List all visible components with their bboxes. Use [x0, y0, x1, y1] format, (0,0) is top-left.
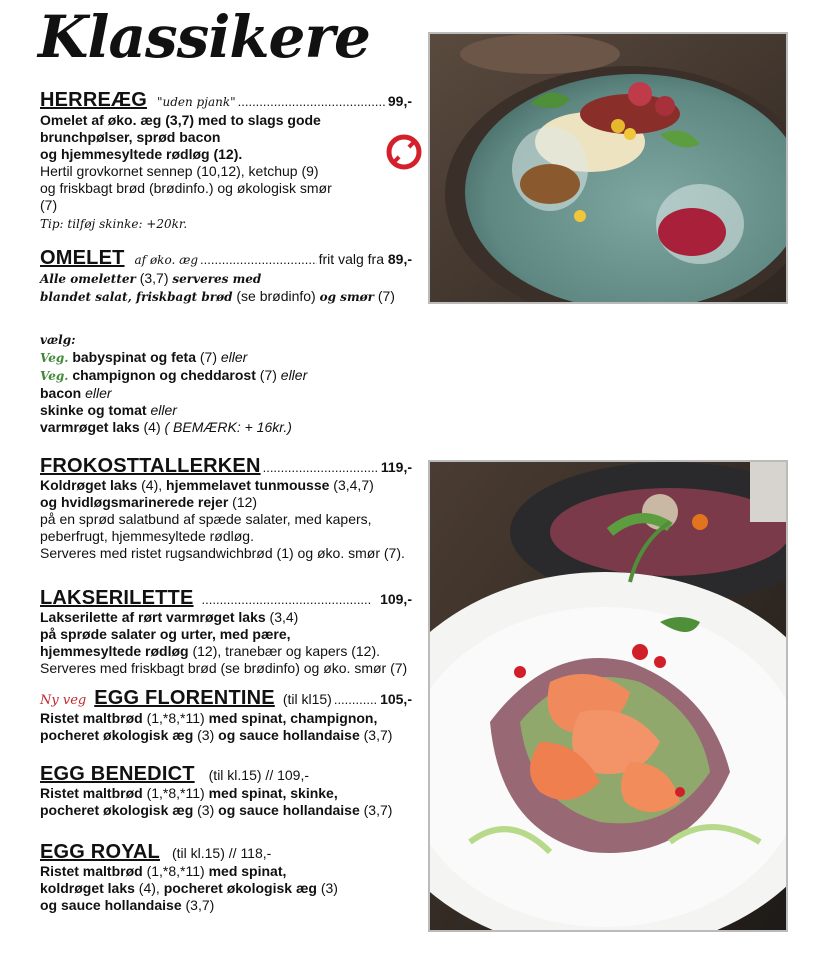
desc-line: på sprøde salater og urter, med pære,	[40, 626, 291, 642]
desc-line: (7)	[40, 197, 58, 213]
item-name: EGG FLORENTINE	[94, 687, 275, 709]
desc-text: (12)	[228, 494, 258, 510]
desc-text: (7)	[196, 349, 221, 365]
dish-image	[430, 34, 786, 302]
desc-line: Serveres med ristet rugsandwichbrød (1) og øko. smør (7).	[40, 545, 405, 561]
desc-line: og hjemmesyltede rødløg (12).	[40, 146, 243, 162]
desc-line: på en sprød salatbund af spæde salater, med kapers,	[40, 511, 372, 527]
option-name: bacon	[40, 385, 82, 401]
item-name: OMELET	[40, 247, 125, 269]
desc-text: (3)	[193, 802, 219, 818]
option-name: champignon og cheddarost	[72, 367, 256, 383]
item-tag: af øko. æg	[134, 253, 199, 267]
desc-line: Hertil grovkornet sennep (10,12), ketchup (9)	[40, 163, 319, 179]
item-note: (til kl.15) // 109,-	[208, 767, 310, 783]
desc-bold: hjemmesyltede rødløg	[40, 643, 189, 659]
item-name: EGG ROYAL	[40, 841, 160, 863]
desc-bold: pocheret økologisk æg	[40, 802, 194, 818]
desc-bold: Ristet maltbrød	[40, 863, 143, 879]
desc-bold: Ristet maltbrød	[40, 785, 143, 801]
leader-dots	[200, 251, 317, 268]
script-text: serveres med	[172, 272, 262, 286]
desc-bold: hjemmelavet tunmousse	[166, 477, 330, 493]
desc-text: (12), tranebær og kapers (12).	[188, 643, 381, 659]
desc-bold: og hvidløgsmarinerede rejer	[40, 494, 229, 510]
desc-text: (3)	[193, 727, 219, 743]
leader-dots	[238, 93, 386, 110]
desc-line: og friskbagt brød (brødinfo.) og økologisk smør	[40, 180, 332, 196]
desc-text: (3,7)	[135, 270, 173, 286]
desc-text: eller	[280, 367, 308, 383]
item-note: (til kl15)	[282, 691, 332, 707]
desc-text: (3,7)	[359, 727, 393, 743]
desc-text: ( BEMÆRK: + 16kr.)	[164, 419, 292, 435]
option-name: babyspinat og feta	[72, 349, 196, 365]
menu-item-herreaeg	[40, 89, 412, 233]
desc-line: Serveres med friskbagt brød (se brødinfo) og øko. smør (7)	[40, 660, 408, 676]
desc-text: (3)	[316, 880, 338, 896]
leader-dots	[263, 459, 379, 476]
desc-text: (7)	[255, 367, 281, 383]
item-note: (til kl.15) // 118,-	[171, 845, 272, 861]
tip-text: Tip: tilføj skinke: +20kr.	[40, 217, 188, 231]
desc-bold: Koldrøget laks	[40, 477, 138, 493]
herreaeg-photo	[428, 32, 788, 304]
desc-text: (4),	[134, 880, 164, 896]
menu-item-egg-benedict	[40, 763, 412, 819]
desc-text: (1,*8,*11)	[142, 785, 209, 801]
item-price: 99,-	[387, 93, 412, 109]
menu-item-frokosttallerken	[40, 455, 412, 562]
item-price: 105,-	[380, 691, 412, 707]
item-tag: "uden pjank"	[156, 95, 236, 109]
item-price: 119,-	[380, 459, 412, 475]
page-title: Klassikere	[38, 3, 370, 71]
veg-tag: Veg.	[40, 351, 69, 365]
item-name: EGG BENEDICT	[40, 763, 195, 785]
desc-text: (3,4,7)	[329, 477, 374, 493]
menu-item-egg-royal	[40, 841, 412, 914]
desc-text: (3,4)	[265, 609, 299, 625]
desc-bold: og sauce hollandaise	[218, 802, 360, 818]
desc-text: eller	[81, 385, 112, 401]
leader-dots	[202, 591, 373, 608]
price-prefix: frit valg fra	[318, 251, 384, 267]
organic-logo-icon	[386, 134, 422, 170]
desc-bold: Lakserilette af rørt varmrøget laks	[40, 609, 266, 625]
desc-text: eller	[146, 402, 177, 418]
desc-text: eller	[220, 349, 248, 365]
desc-text: (1,*8,*11)	[142, 710, 209, 726]
desc-text: (1,*8,*11)	[142, 863, 209, 879]
leader-dots	[334, 691, 378, 708]
menu-item-egg-florentine	[40, 687, 412, 744]
desc-bold: pocheret økologisk æg	[163, 880, 317, 896]
desc-bold: med spinat,	[208, 863, 287, 879]
desc-bold: og sauce hollandaise	[40, 897, 182, 913]
desc-bold: med spinat, skinke,	[208, 785, 338, 801]
desc-text: (3,7)	[359, 802, 393, 818]
dish-image	[430, 462, 786, 930]
script-text: og smør	[319, 290, 374, 304]
desc-bold: med spinat, champignon,	[208, 710, 378, 726]
item-name: LAKSERILETTE	[40, 587, 194, 609]
desc-bold: og sauce hollandaise	[218, 727, 360, 743]
desc-text: (se brødinfo)	[232, 288, 320, 304]
new-veg-tag: Ny veg	[40, 693, 87, 708]
item-name: FROKOSTTALLERKEN	[40, 455, 261, 477]
menu-item-lakserilette	[40, 587, 412, 677]
desc-text: (3,7)	[181, 897, 215, 913]
option-name: skinke og tomat	[40, 402, 147, 418]
option-name: varmrøget laks	[40, 419, 140, 435]
desc-text: (4),	[137, 477, 167, 493]
desc-line: brunchpølser, sprød bacon	[40, 129, 221, 145]
script-text: Alle omeletter	[40, 272, 136, 286]
veg-tag: Veg.	[40, 369, 69, 383]
item-price: 109,-	[380, 591, 412, 607]
desc-line: peberfrugt, hjemmesyltede rødløg.	[40, 528, 254, 544]
desc-text: (4)	[139, 419, 165, 435]
item-name: HERREÆG	[40, 89, 147, 111]
desc-line: Omelet af øko. æg (3,7) med to slags gode	[40, 112, 321, 128]
desc-bold: koldrøget laks	[40, 880, 135, 896]
desc-bold: Ristet maltbrød	[40, 710, 143, 726]
frokosttallerken-photo	[428, 460, 788, 932]
desc-text: (7)	[373, 288, 395, 304]
desc-bold: pocheret økologisk æg	[40, 727, 194, 743]
menu-item-omelet	[40, 247, 412, 436]
script-text: blandet salat, friskbagt brød	[40, 290, 233, 304]
item-price: 89,-	[387, 251, 412, 267]
choose-label: vælg:	[40, 333, 76, 347]
